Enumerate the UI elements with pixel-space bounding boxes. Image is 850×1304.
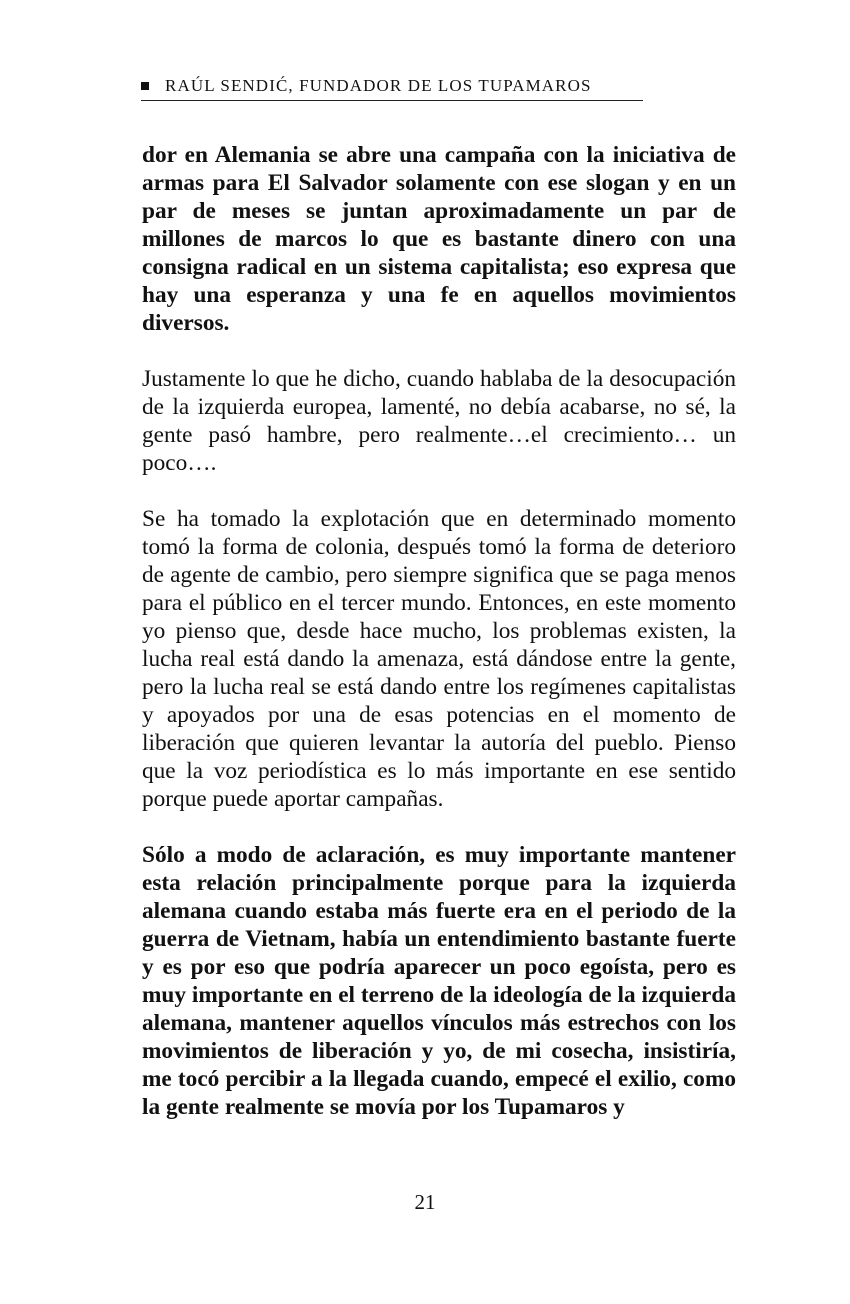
paragraph-answer-2: Se ha tomado la explotación que en determinado momento tomó la forma de colonia, después tomó la forma de deterioro de agente de cambio, pero siempre significa que se paga menos para el público en el tercer mundo. Entonces, en este momento yo pienso que, desde hace mucho, los problemas existen, la lucha real está dando la amenaza, está dándose entre la gente, pero la lucha real se está dando entre los regímenes capitalistas y apoyados por una de esas potencias en el momento de liberación que quieren levantar la autoría del pueblo. Pienso que la voz periodística es lo más importante en ese sentido porque puede aportar campañas. [142,506,736,812]
paragraph-answer-1: Justamente lo que he dicho, cuando hablaba de la desocupación de la izquierda europea, lamenté, no debía acabarse, no sé, la gente pasó hambre, pero realmente…el crecimiento… un poco…. [142,366,736,476]
header-bullet-icon [141,82,149,90]
running-title: RAÚL SENDIĆ, FUNDADOR DE LOS TUPAMAROS [165,76,592,95]
running-header [141,74,643,101]
paragraph-interviewer-2: Sólo a modo de aclaración, es muy importante mantener esta relación principalmente porque para la izquierda alemana cuando estaba más fuerte era en el periodo de la guerra de Vietnam, había un entendimiento bastante fuerte y es por eso que podría aparecer un poco egoísta, pero es muy importante en el terreno de la ideología de la izquierda alemana, mantener aquellos vínculos más estrechos con los movimientos de liberación y yo, de mi cosecha, insistiría, me tocó percibir a la llegada cuando, empecé el exilio, como la gente realmente se movía por los Tupamaros y [142,842,736,1120]
body-text [142,141,736,1121]
page-number: 21 [414,1190,436,1214]
paragraph-interviewer-1: dor en Alemania se abre una campaña con la iniciativa de armas para El Salvador solamente con ese slogan y en un par de meses se juntan aproximadamente un par de millones de marcos lo que es bastante dinero con una consigna radical en un sistema capitalista; eso expresa que hay una esperanza y una fe en aquellos movimientos diversos. [142,142,736,336]
